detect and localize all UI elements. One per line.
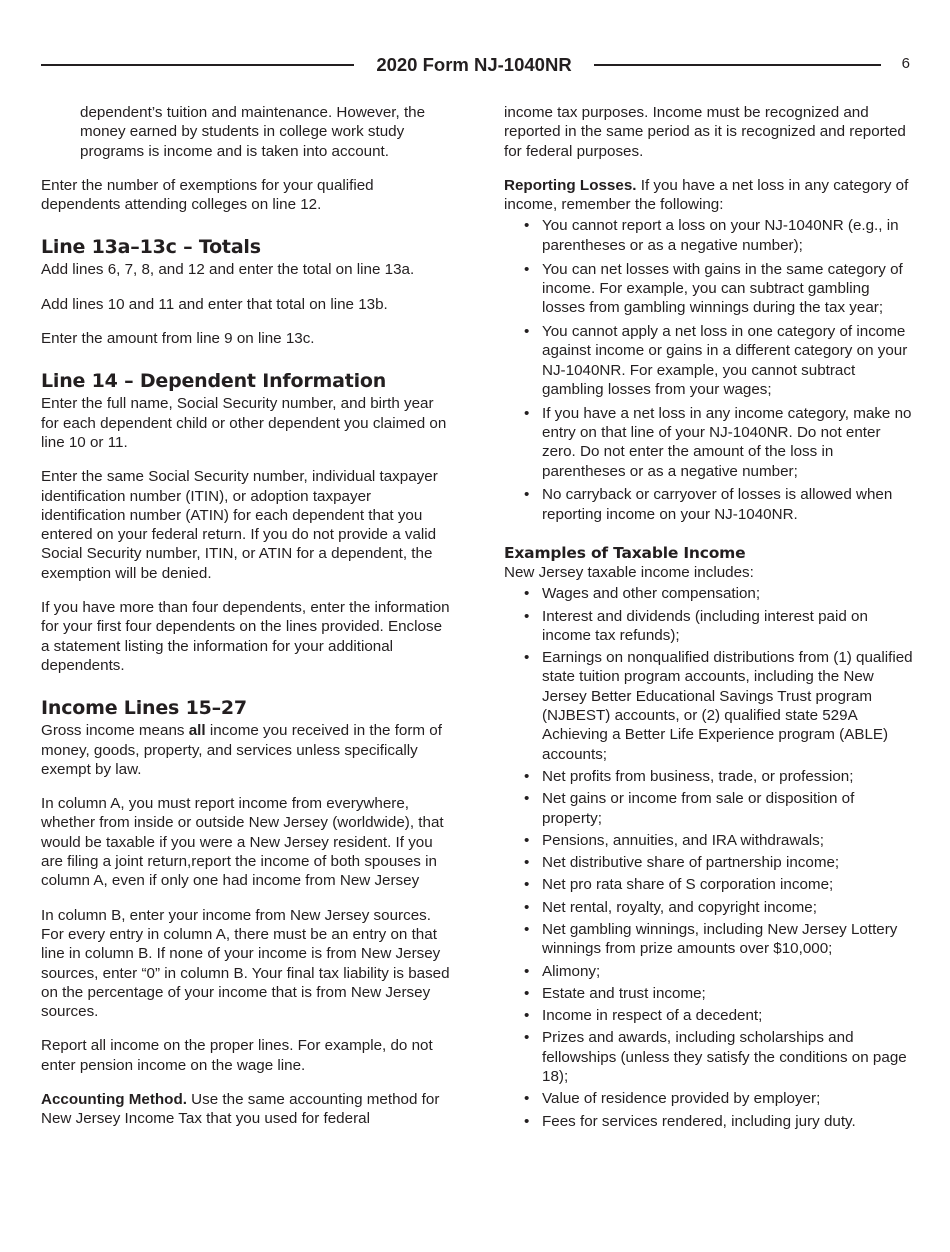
list-item: • Income in respect of a decedent; — [504, 1006, 914, 1025]
taxable-income-list — [504, 584, 914, 1131]
list-item: • Net rental, royalty, and copyright income; — [504, 898, 914, 917]
dependent-paragraph-2: Enter the same Social Security number, individual taxpayer identification number (ITIN), or adoption taxpayer identification number (ATIN) for each dependent that you entered on your federal return. If you do not provide a valid Social Security number, ITIN, or ATIN for a dependent, the exemption will be denied. — [41, 468, 438, 582]
tuition-paragraph: dependent’s tuition and maintenance. However, the money earned by students in college work study programs is income and is taken into account. — [80, 104, 426, 160]
gross-income-paragraph — [41, 721, 451, 779]
list-item: • Net gambling winnings, including New Jersey Lottery winnings from prize amounts over $10,000; — [504, 920, 914, 959]
list-item: • Earnings on nonqualified distributions from (1) qualified state tuition program accounts, including the New Jersey Better Educational Savings Trust program (NJBEST) accounts, or (2) qualified state 529A Achieving a Better Life Experience program (ABLE) accounts; — [504, 648, 914, 764]
page-header — [41, 53, 910, 77]
reporting-losses-paragraph — [504, 176, 914, 215]
accounting-method-bold: Accounting Method. — [41, 1090, 187, 1108]
left-column — [41, 103, 451, 1144]
list-item: • You can net losses with gains in the same category of income. For example, you can subtract gambling losses from gambling winnings during the tax year; — [504, 260, 914, 318]
list-item: • Wages and other compensation; — [504, 584, 914, 603]
continued-paragraph: income tax purposes. Income must be recognized and reported in the same period as it is recognized and reported for federal purposes. — [504, 104, 906, 160]
includes-paragraph: New Jersey taxable income includes: — [504, 563, 754, 581]
accounting-method-paragraph — [41, 1090, 451, 1129]
right-column — [504, 103, 914, 1134]
column-a-paragraph: In column A, you must report income from everywhere, whether from inside or outside New Jersey (worldwide), that would be taxable if you were a New Jersey resident. If you are filing a joint return,report the income of both spouses in column A, even if only one had income from New Jersey — [41, 795, 444, 890]
list-item: • Interest and dividends (including interest paid on income tax refunds); — [504, 607, 914, 646]
line-13a-paragraph: Add lines 6, 7, 8, and 12 and enter the total on line 13a. — [41, 261, 415, 279]
form-title: 2020 Form NJ-1040NR — [376, 54, 572, 75]
gross-income-bold: all — [188, 722, 206, 740]
list-item: • Value of residence provided by employer; — [504, 1089, 914, 1108]
line-13c-paragraph: Enter the amount from line 9 on line 13c. — [41, 330, 315, 348]
header-rule-right — [594, 64, 881, 66]
dependent-information-heading: Line 14 – Dependent Information — [41, 370, 387, 393]
dependent-paragraph-1: Enter the full name, Social Security number, and birth year for each dependent child or other dependent you claimed on line 10 or 11. — [41, 395, 447, 451]
list-item: • Net profits from business, trade, or profession; — [504, 767, 914, 786]
list-item: • If you have a net loss in any income category, make no entry on that line of your NJ-1040NR. Do not enter zero. Do not enter the amount of the loss in parentheses or as a negative number; — [504, 404, 914, 481]
list-item: • Fees for services rendered, including jury duty. — [504, 1112, 914, 1131]
exemptions-paragraph: Enter the number of exemptions for your qualified dependents attending colleges on line 12. — [41, 176, 374, 214]
list-item: • Estate and trust income; — [504, 984, 914, 1003]
report-income-paragraph: Report all income on the proper lines. For example, do not enter pension income on the wage line. — [41, 1037, 433, 1074]
list-item: • Alimony; — [504, 962, 914, 981]
page-number: 6 — [901, 55, 910, 72]
list-item: • Net pro rata share of S corporation income; — [504, 875, 914, 894]
list-item: • No carryback or carryover of losses is allowed when reporting income on your NJ-1040NR. — [504, 485, 914, 524]
reporting-losses-bold: Reporting Losses. — [504, 176, 637, 194]
accounting-method-text: Use the same accounting method for New Jersey Income Tax that you used for federal — [41, 1090, 440, 1128]
column-b-paragraph: In column B, enter your income from New Jersey sources. For every entry in column A, there must be an entry on that line in column B. If none of your income is from New Jersey sources, enter “0” in column B. Your final tax liability is based on the percentage of your income that is from New Jersey sources. — [41, 906, 450, 1021]
header-rule-left — [41, 64, 354, 66]
list-item: • Net distributive share of partnership income; — [504, 853, 914, 872]
losses-list — [504, 216, 914, 523]
list-item: • You cannot apply a net loss in one category of income against income or gains in a different category on your NJ-1040NR. For example, you cannot subtract gambling losses from your wages; — [504, 322, 914, 399]
line-13b-paragraph: Add lines 10 and 11 and enter that total on line 13b. — [41, 295, 388, 313]
gross-income-text-a: Gross income means — [41, 722, 189, 740]
list-item: • Net gains or income from sale or disposition of property; — [504, 789, 914, 828]
list-item: • Pensions, annuities, and IRA withdrawals; — [504, 831, 914, 850]
reporting-losses-text: If you have a net loss in any category of income, remember the following: — [504, 176, 909, 214]
list-item: • You cannot report a loss on your NJ-1040NR (e.g., in parentheses or as a negative number); — [504, 216, 914, 255]
dependent-paragraph-3: If you have more than four dependents, enter the information for your first four dependents on the lines provided. Enclose a statement listing the information for your additional dependents. — [41, 599, 450, 674]
examples-heading: Examples of Taxable Income — [504, 543, 746, 562]
income-lines-heading: Income Lines 15–27 — [41, 697, 247, 720]
totals-heading: Line 13a–13c – Totals — [41, 236, 261, 259]
list-item: • Prizes and awards, including scholarships and fellowships (unless they satisfy the conditions on page 18); — [504, 1028, 914, 1086]
gross-income-text-b: income you received in the form of money, goods, property, and services unless specifically exempt by law. — [41, 722, 442, 778]
